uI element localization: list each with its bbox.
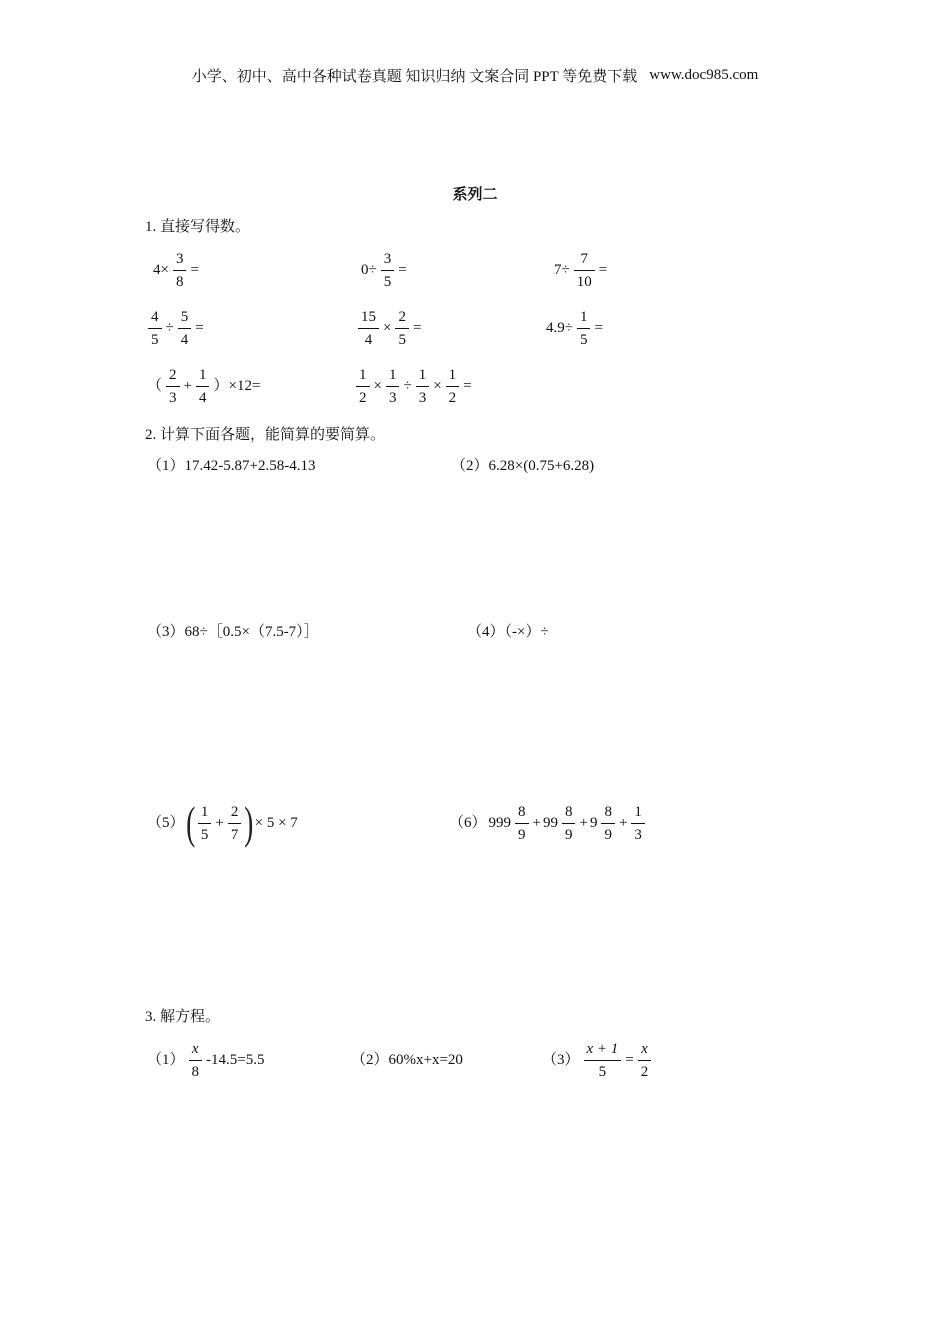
- numerator: 1: [356, 366, 370, 387]
- expr-text: ÷: [165, 320, 174, 336]
- q1-8: [353, 364, 473, 408]
- numerator: x + 1: [584, 1040, 622, 1061]
- q1-3: [553, 248, 608, 292]
- denominator: 5: [598, 1063, 607, 1080]
- expr-text: ×: [373, 378, 382, 394]
- numerator: 1: [446, 366, 460, 387]
- numerator: 4: [148, 308, 162, 329]
- denominator: 3: [634, 826, 642, 843]
- denominator: 2: [448, 389, 457, 406]
- denominator: 3: [388, 389, 397, 406]
- expr-text: （1）: [147, 1052, 185, 1068]
- expr-text: （2）60%x+x=20: [351, 1052, 463, 1068]
- q2-2: [450, 444, 595, 488]
- fraction: [395, 308, 409, 349]
- numerator: 7: [574, 250, 595, 271]
- expr-text: =: [412, 320, 422, 336]
- numerator: 2: [166, 366, 180, 387]
- fraction: [577, 308, 591, 349]
- fraction: [601, 803, 615, 844]
- denominator: 2: [359, 389, 367, 406]
- q1-6: [545, 306, 604, 350]
- page-header: [0, 53, 950, 97]
- q3-3: [541, 1038, 654, 1082]
- fraction: [358, 308, 379, 349]
- numerator: 1: [386, 366, 400, 387]
- expr-text: （4）（-×）÷: [467, 624, 549, 640]
- expr-text: × 5 × 7: [254, 815, 298, 831]
- expr-text: =: [195, 320, 204, 336]
- numerator: 2: [395, 308, 409, 329]
- q1-4: [145, 306, 205, 350]
- worksheet-title: 系列二: [452, 186, 498, 203]
- expr-text: +: [215, 815, 224, 831]
- q1-1: [152, 248, 200, 292]
- fraction: [228, 803, 242, 844]
- q1-5: [355, 306, 422, 350]
- q1-7: [146, 364, 261, 408]
- expr-text: =: [594, 320, 603, 336]
- expr-text: 99: [542, 815, 558, 831]
- section-2-heading: 2. 计算下面各题，能简算的要简算。: [145, 426, 386, 443]
- denominator: 5: [200, 826, 209, 843]
- q2-5: [146, 797, 299, 848]
- big-parenthesis: (: [185, 797, 195, 848]
- fraction: [515, 803, 529, 844]
- denominator: 4: [364, 331, 373, 348]
- expr-text: +: [579, 815, 588, 831]
- section-3-heading: 3. 解方程。: [145, 1008, 221, 1025]
- q2-4: [466, 610, 550, 654]
- expr-text: +: [532, 815, 541, 831]
- expr-text: -14.5=5.5: [206, 1052, 265, 1068]
- numerator: 1: [577, 308, 591, 329]
- expr-text: ）×12=: [213, 378, 261, 394]
- numerator: 3: [173, 250, 187, 271]
- fraction: [166, 366, 180, 407]
- expr-text: 9: [589, 815, 598, 831]
- fraction: [562, 803, 576, 844]
- numerator: x: [638, 1040, 652, 1061]
- denominator: 8: [191, 1063, 200, 1080]
- expr-text: =: [398, 262, 407, 278]
- fraction: [381, 250, 395, 291]
- numerator: 8: [601, 803, 615, 824]
- expr-text: ÷: [403, 378, 412, 394]
- header-text: 小学、初中、高中各种试卷真题 知识归纳 文案合同 PPT 等免费下载: [191, 68, 638, 85]
- denominator: 5: [383, 273, 392, 290]
- denominator: 5: [151, 331, 159, 348]
- fraction: [386, 366, 400, 407]
- numerator: 1: [198, 803, 212, 824]
- q1-2: [360, 248, 408, 292]
- fraction: [584, 1040, 622, 1081]
- denominator: 10: [576, 273, 592, 290]
- fraction: [198, 803, 212, 844]
- fraction: [446, 366, 460, 407]
- numerator: 1: [196, 366, 210, 387]
- q3-2: [350, 1038, 464, 1082]
- expr-text: =: [190, 262, 199, 278]
- expr-text: 4×: [153, 262, 169, 278]
- numerator: 8: [515, 803, 529, 824]
- expr-text: ×: [383, 320, 392, 336]
- numerator: 2: [228, 803, 242, 824]
- q2-6: [448, 801, 648, 845]
- big-parenthesis: ): [244, 797, 254, 848]
- expr-text: 7÷: [554, 262, 570, 278]
- numerator: 5: [178, 308, 192, 329]
- expr-text: +: [183, 378, 192, 394]
- fraction: [196, 366, 210, 407]
- denominator: 3: [418, 389, 427, 406]
- expr-text: （5）: [147, 815, 185, 831]
- expr-text: ×: [433, 378, 442, 394]
- denominator: 5: [398, 331, 406, 348]
- expr-text: （2）6.28×(0.75+6.28): [451, 458, 595, 474]
- expr-text: （3）68÷［0.5×（7.5-7）］: [147, 624, 319, 640]
- denominator: 9: [604, 826, 612, 843]
- expr-text: =: [598, 262, 608, 278]
- fraction: [416, 366, 430, 407]
- denominator: 9: [518, 826, 526, 843]
- expr-text: 999: [488, 815, 512, 831]
- expr-text: 4.9÷: [546, 320, 573, 336]
- fraction: [189, 1040, 203, 1081]
- denominator: 4: [180, 331, 189, 348]
- denominator: 5: [579, 331, 588, 348]
- q2-1: [146, 444, 316, 488]
- expr-text: =: [625, 1052, 634, 1068]
- fraction: [631, 803, 645, 844]
- q2-3: [146, 610, 320, 654]
- expr-text: （6）: [449, 815, 487, 831]
- denominator: 4: [198, 389, 207, 406]
- section-1-heading: 1. 直接写得数。: [145, 218, 251, 235]
- header-site: www.doc985.com: [649, 66, 759, 83]
- expr-text: 0÷: [361, 262, 377, 278]
- numerator: 8: [562, 803, 576, 824]
- numerator: x: [189, 1040, 203, 1061]
- expr-text: （3）: [542, 1052, 580, 1068]
- fraction: [148, 308, 162, 349]
- expr-text: +: [618, 815, 628, 831]
- fraction: [574, 250, 595, 291]
- numerator: 1: [416, 366, 430, 387]
- fraction: [638, 1040, 652, 1081]
- numerator: 15: [358, 308, 379, 329]
- expr-text: （: [147, 378, 163, 394]
- denominator: 3: [169, 389, 177, 406]
- fraction: [178, 308, 192, 349]
- numerator: 3: [381, 250, 395, 271]
- expr-text: =: [463, 378, 472, 394]
- expr-text: （1）17.42-5.87+2.58-4.13: [147, 458, 316, 474]
- denominator: 9: [564, 826, 573, 843]
- denominator: 2: [640, 1063, 649, 1080]
- q3-1: [146, 1038, 265, 1082]
- denominator: 8: [175, 273, 184, 290]
- fraction: [173, 250, 187, 291]
- denominator: 7: [230, 826, 239, 843]
- numerator: 1: [631, 803, 645, 824]
- fraction: [356, 366, 370, 407]
